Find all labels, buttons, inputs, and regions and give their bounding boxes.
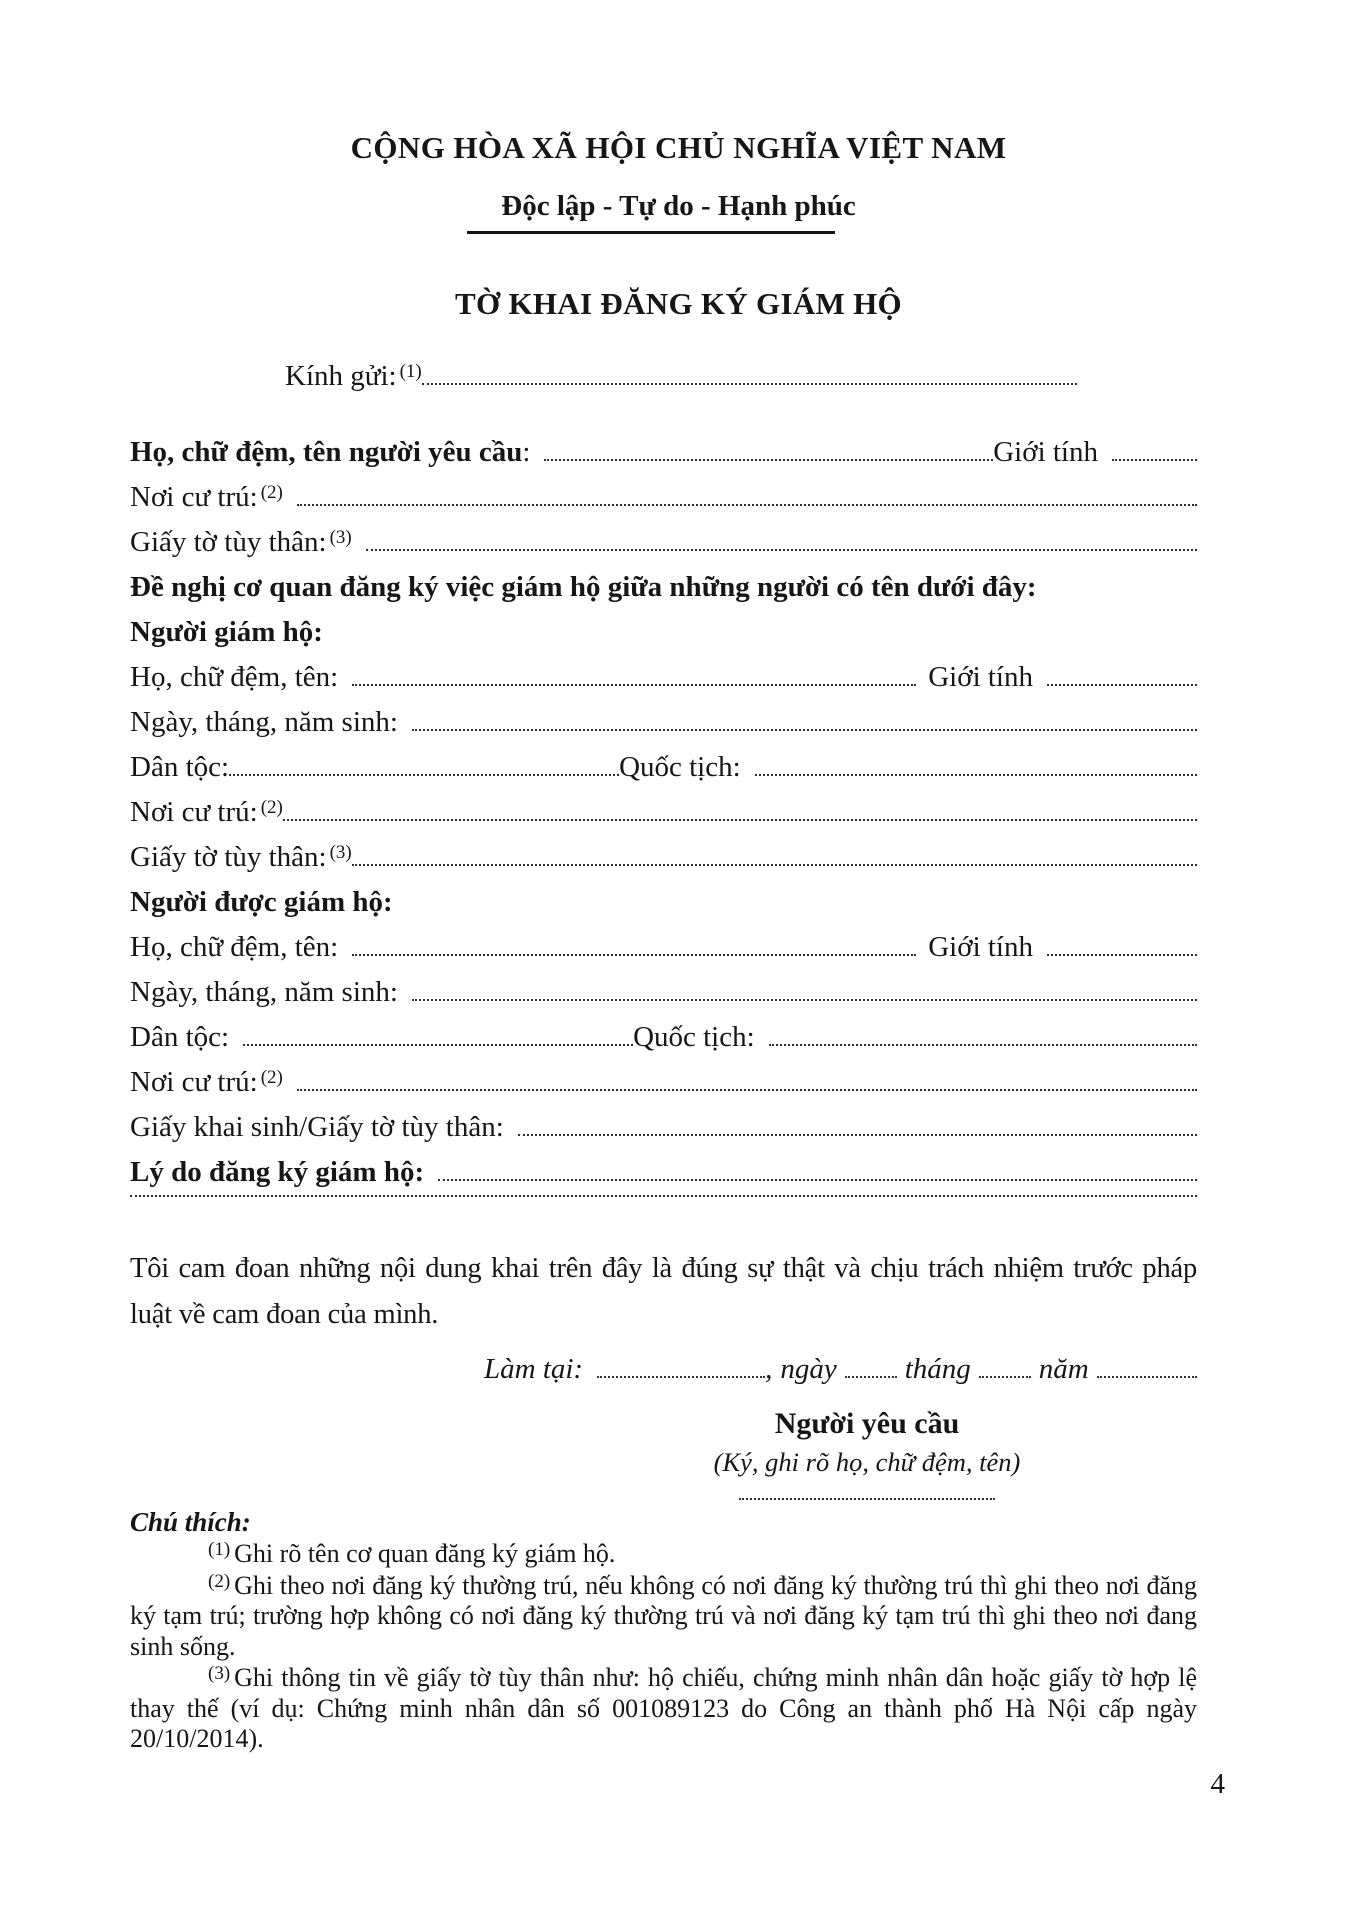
ward-name-field[interactable] [352,954,916,956]
ward-ethnic-label: Dân tộc: [130,1021,230,1053]
ward-nationality-field[interactable] [769,1044,1197,1046]
applicant-gender-field[interactable] [1112,459,1197,461]
footnotes-section [130,1506,1197,1755]
guardian-name-field[interactable] [352,684,916,686]
ward-ethnic-row [130,1015,1197,1060]
footnote-1 [130,1539,1197,1570]
guardian-heading-row [130,610,1197,655]
fields-section [130,430,1197,1240]
place-label: Làm tại: [484,1353,584,1385]
signature-block [652,1404,1082,1500]
ward-ethnic-field[interactable] [243,1044,633,1046]
footnote-ref-2-icon: (2) [260,482,283,503]
applicant-id-row [130,520,1197,565]
applicant-residence-row [130,475,1197,520]
reason-label: Lý do đăng ký giám hộ: [130,1156,425,1188]
applicant-residence-label: Nơi cư trú: [130,481,258,513]
guardian-dob-row [130,700,1197,745]
applicant-name-colon: : [522,436,531,468]
guardian-ethnic-row [130,745,1197,790]
footnote-2 [130,1571,1197,1663]
guardian-id-field[interactable] [352,864,1197,866]
form-body [0,354,1357,1755]
request-heading-row [130,565,1197,610]
footnote-2-marker: (2) [208,1570,231,1592]
footnote-3-marker: (3) [208,1663,231,1684]
ward-dob-field[interactable] [412,999,1197,1001]
commitment-text: Tôi cam đoan những nội dung khai trên đây là đúng sự thật và chịu trách nhiệm trước pháp luật về cam đoan của mình. [130,1253,1197,1330]
year-label: năm [1038,1353,1089,1385]
guardian-dob-field[interactable] [412,729,1197,731]
applicant-gender-label: Giới tính [993,436,1098,468]
footnote-1-marker: (1) [208,1539,231,1560]
guardian-name-label: Họ, chữ đệm, tên: [130,661,339,693]
salutation-row [285,354,1077,399]
guardian-id-row [130,835,1197,880]
ward-nationality-label: Quốc tịch: [633,1021,755,1053]
footnote-ref-2-icon: (2) [260,1067,283,1088]
guardian-gender-field[interactable] [1047,684,1197,686]
national-header [0,0,1357,234]
guardian-residence-label: Nơi cư trú: [130,796,258,828]
ward-residence-row [130,1060,1197,1105]
guardian-residence-row [130,790,1197,835]
footnote-ref-3-icon: (3) [329,842,352,863]
guardian-gender-label: Giới tính [928,661,1033,693]
guardian-ethnic-field[interactable] [229,774,619,776]
ward-gender-label: Giới tính [928,931,1033,963]
applicant-id-field[interactable] [366,549,1197,551]
guardian-id-label: Giấy tờ tùy thân: [130,841,327,873]
signature-role: Người yêu cầu [774,1407,960,1440]
reason-row [130,1150,1197,1195]
applicant-name-field[interactable] [544,459,993,461]
ward-dob-row [130,970,1197,1015]
place-date-comma: , [765,1353,773,1385]
national-title: CỘNG HÒA XÃ HỘI CHỦ NGHĨA VIỆT NAM [350,130,1007,165]
signature-field[interactable] [739,1498,995,1500]
ward-section-heading: Người được giám hộ: [130,886,393,918]
place-field[interactable] [597,1376,765,1378]
signature-instruction: (Ký, ghi rõ họ, chữ đệm, tên) [713,1447,1021,1477]
ward-name-row [130,925,1197,970]
ward-dob-label: Ngày, tháng, năm sinh: [130,976,398,1008]
footnote-ref-1-icon: (1) [399,361,422,382]
page-number: 4 [1210,1768,1225,1800]
form-title: TỜ KHAI ĐĂNG KÝ GIÁM HỘ [455,286,902,321]
year-field[interactable] [1097,1376,1197,1378]
footnote-1-text: Ghi rõ tên cơ quan đăng ký giám hộ. [234,1539,616,1568]
ward-residence-label: Nơi cư trú: [130,1066,258,1098]
footnote-ref-3-icon: (3) [329,527,352,548]
salutation-label: Kính gửi: [285,360,397,392]
guardian-name-row [130,655,1197,700]
request-heading: Đề nghị cơ quan đăng ký việc giám hộ giữa những người có tên dưới đây: [130,571,1037,603]
ward-residence-field[interactable] [297,1089,1197,1091]
independence-motto: Độc lập - Tự do - Hạnh phúc [501,190,856,222]
ward-heading-row [130,880,1197,925]
footnote-3 [130,1663,1197,1755]
guardian-residence-field[interactable] [283,819,1197,821]
ward-gender-field[interactable] [1047,954,1197,956]
place-date-row [484,1346,1197,1392]
motto-underline [467,231,835,234]
applicant-residence-field[interactable] [297,504,1197,506]
ward-birth-cert-field[interactable] [518,1134,1197,1136]
ward-name-label: Họ, chữ đệm, tên: [130,931,339,963]
guardian-section-heading: Người giám hộ: [130,616,323,648]
applicant-name-label: Họ, chữ đệm, tên người yêu cầu [130,436,523,468]
day-label: ngày [780,1353,837,1385]
day-field[interactable] [845,1376,897,1378]
ward-birth-cert-row [130,1105,1197,1150]
month-field[interactable] [979,1376,1031,1378]
guardian-ethnic-label: Dân tộc: [130,751,230,783]
guardian-dob-label: Ngày, tháng, năm sinh: [130,706,398,738]
ward-birth-cert-label: Giấy khai sinh/Giấy tờ tùy thân: [130,1111,504,1143]
applicant-id-label: Giấy tờ tùy thân: [130,526,327,558]
guardian-nationality-field[interactable] [755,774,1197,776]
month-label: tháng [904,1353,971,1385]
applicant-name-row [130,430,1197,475]
footnote-ref-2-icon: (2) [260,797,283,818]
guardian-nationality-label: Quốc tịch: [619,751,741,783]
salutation-field[interactable] [422,383,1077,385]
footnote-3-text: Ghi thông tin về giấy tờ tùy thân như: hộ chiếu, chứng minh nhân dân hoặc giấy tờ hợp lệ thay thế (ví dụ: Chứng minh nhân dân số 001089123 do Công an thành phố Hà Nội cấp ngày 20/10/2014). [130,1663,1197,1753]
footnote-2-text: Ghi theo nơi đăng ký thường trú, nếu không có nơi đăng ký thường trú thì ghi theo nơi đăng ký tạm trú; trường hợp không có nơi đăng ký thường trú và nơi đăng ký tạm trú thì ghi theo nơi đang sinh sống. [130,1570,1197,1661]
reason-field[interactable] [438,1179,1197,1181]
reason-row-continued [130,1195,1197,1240]
footnotes-heading: Chú thích: [130,1507,251,1537]
reason-field-line2[interactable] [130,1195,1197,1197]
